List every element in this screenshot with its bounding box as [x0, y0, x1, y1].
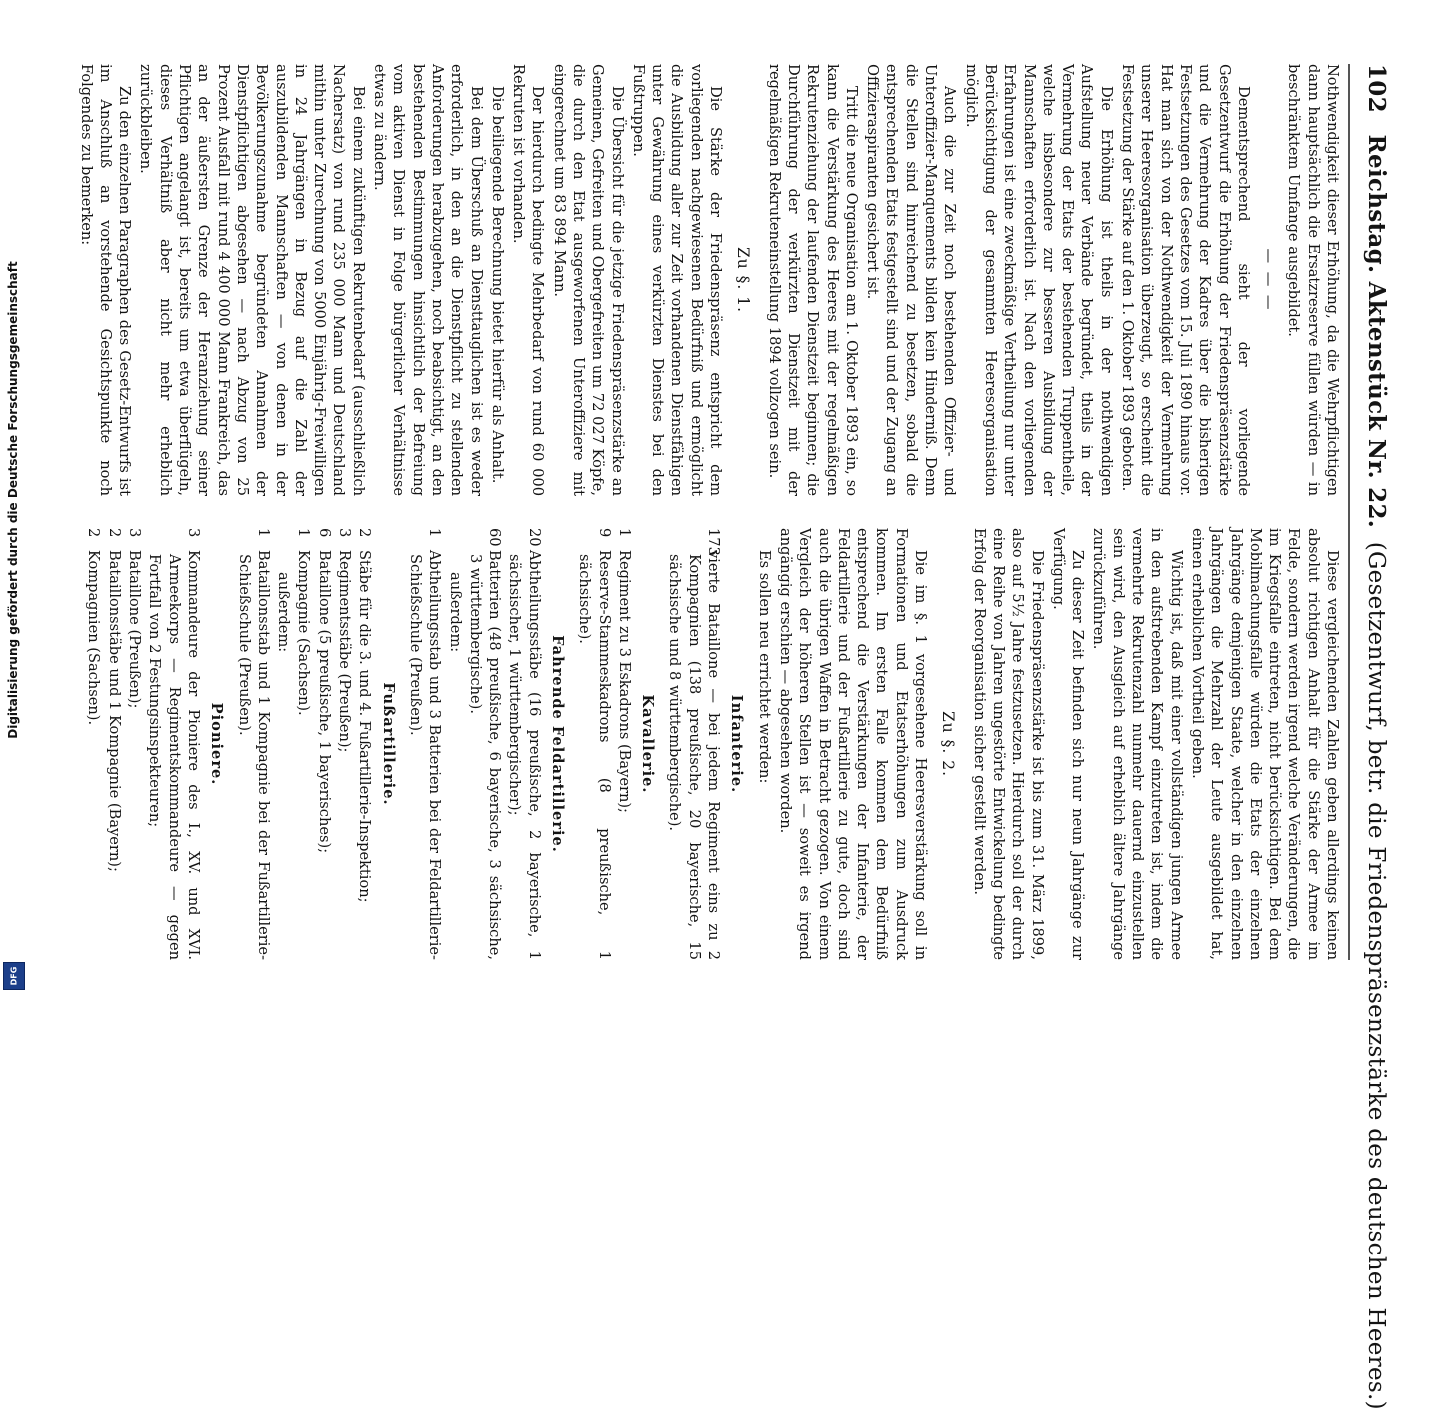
page-number: 102: [1363, 64, 1390, 113]
digitization-notice: Digitalisierung gefördert durch die Deutsche Forschungsgemeinschaft: [6, 261, 20, 739]
list-item: 3Kommandeure der Pioniere des I., XV. und XVI. Armeekorps — Regimentskommandeure — gegen Fortfall von 2 Festungsinspekteuren;: [146, 528, 202, 960]
paragraph: Bei einem zukünftigen Rekrutenbedarf (ausschließlich Nachersatz) von rund 235 000 Mann und Deutschland mithin unter Zurechnung von 5000 Einjährig-Freiwilligen in 24 Jahrgängen in Bezug auf die Zahl der auszubildenden Mannschaften — von denen in der Bevölkerungszunahme begründeten Annahmen der Dienstpflichtigen abgesehen — nach Abzug von 25 Prozent Ausfall mit rund 4 400 000 Mann Frankreich, das an der äußersten Grenze der Heranziehung seiner Pflichtigen angelangt ist, bereits um etwa überflügeln, dieses Verhältniß aber nicht mehr erheblich zurückbleiben.: [137, 64, 367, 496]
list-item: 1Bataillonsstab und 1 Kompagnie bei der Fußartillerie-Schießschule (Preußen).: [235, 528, 272, 960]
list-item: 6Bataillone (5 preußische, 1 bayerisches);: [315, 528, 333, 854]
page-header: [1348, 64, 1402, 1410]
paragraph: Der hierdurch bedingte Mehrbedarf von rund 60 000 Rekruten ist vorhanden.: [510, 64, 547, 496]
paragraph: Die beiliegende Berechnung bietet hierfür als Anhalt.: [488, 86, 506, 484]
list-item: 9Reserve-Stammeskadrons (8 preußische, 1 sächsische).: [576, 528, 613, 960]
list-note: außerdem:: [446, 572, 464, 653]
list-item: 1Abtheilungsstab und 3 Batterien bei der Feldartillerie-Schießschule (Preußen).: [406, 528, 444, 960]
paragraph: Diese vergleichenden Zahlen geben allerdings keinen absolut richtigen Anhalt für die Stärke der Armee im Felde, sondern werden irgend welche Veränderungen, die im Kriegsfalle eintreten, nicht berücksichtigen. Bei dem Mobilmachungsfalle würden die Etats der einzelnen Jahrgänge demjenigen Staate, welcher in den einzelnen Jahrgängen die Mehrzahl der Leute ausgebildet hat, einen erheblichen Vortheil geben.: [1188, 528, 1341, 960]
paragraph: Die Friedenspräsenzstärke ist bis zum 31. März 1899, also auf 5½ Jahre festzusetzen. Hierdurch soll der durch eine Reihe von Jahren ungestörte Entwickelung bedingte Erfolg der Reorganisation sicher gestellt werden.: [970, 528, 1046, 960]
intro-paragraph: Nothwendigkeit dieser Erhöhung, da die Wehrpflichtigen dann hauptsächlich die Ersatzreserve füllen würden — in beschränktem Umfange ausgebildet.: [1285, 64, 1341, 496]
paragraph: Wichtig ist, daß mit einer vollständigen jungen Armee in den aufstrebenden Kampf einzutreten ist, indem die vermehrte Rekrutenzahl nunmehr dauernd einzustellen sein wird, den Ausgleich auf erheblich ältere Jahrgänge zurückzuführen.: [1090, 528, 1185, 960]
paragraph: Zu dieser Zeit befinden sich nur neun Jahrgänge zur Verfügung.: [1049, 528, 1087, 960]
closing-paragraph: Zu den einzelnen Paragraphen des Gesetz-Entwurfs ist im Anschluß an vorstehende Gesichtspunkte noch Folgendes zu bemerken:: [77, 64, 134, 496]
page-title: Reichstag. Aktenstück Nr. 22.: [1363, 134, 1390, 529]
list-item: 60Batterien (48 preußische, 6 bayerische, 3 sächsische, 3 württembergische).: [466, 528, 504, 960]
paragraph: Bei dem Überschuß an Diensttauglichen ist es weder erforderlich, in den an die Dienstpflicht zu stellenden Anforderungen herabzugehen, noch beabsichtigt, an den bestehenden Bestimmungen hinsichtlich der Befreiung vom aktiven Dienst in Folge bürgerlicher Verhältnisse etwas zu ändern.: [371, 64, 485, 496]
list-item: 3Bataillone (Preußen);: [126, 528, 144, 709]
paragraph: Die im §. 1 vorgesehene Heeresverstärkung soll in Formationen und Etatserhöhungen zum Ausdruck kommen. Im ersten Falle kommen dem Bedürfniß entsprechend die Verstärkungen der Infanterie, der Feldartillerie und der Fußartillerie zu gute, doch sind auch die übrigen Waffen in Betracht gezogen. Von einem Vergleich der höheren Stellen ist — soweit es irgend angängig erschien — abgesehen worden.: [776, 528, 930, 960]
list-item: 173vierte Bataillone — bei jedem Regiment eins zu 2 Kompagnien (138 preußische, 20 bayerische, 15 sächsische und 8 württembergische).: [666, 528, 723, 960]
group-heading-foot-artillery: Fußartillerie.: [379, 682, 397, 806]
page-subtitle: (Gesetzentwurf, betr. die Friedenspräsenzstärke des deutschen Heeres.): [1363, 541, 1389, 1410]
group-heading-field-artillery: Fahrende Feldartillerie.: [549, 635, 567, 853]
section-heading: Zu §. 1.: [734, 246, 753, 314]
list-item: 2Kompagnien (Sachsen).: [85, 528, 103, 726]
paragraph: Auch die zur Zeit noch bestehenden Offizier- und Unteroffizier-Manquements bilden kein Hinderniß. Denn die Stellen sind hinreichend zu besetzen, sobald die entsprechenden Etats festgestellt sind und der Zugang an Offizieraspiranten gesichert ist.: [864, 64, 959, 496]
list-item: 20Abtheilungsstäbe (16 preußische, 2 bayerische, 1 sächsischer, 1 württembergischer);: [506, 528, 543, 960]
right-column: [52, 528, 1342, 960]
left-column: [52, 64, 1342, 496]
dfg-logo-icon: DFG: [3, 962, 25, 990]
paragraph: Die Stärke der Friedenspräsenz entspricht dem vorliegenden nachgewiesenen Bedürfniß und ermöglicht die Ausbildung aller zur Zeit vorhandenen Dienstfähigen unter Gewährung eines verkürzten Dienstes bei den Fußtruppen.: [629, 64, 725, 496]
section-heading: Zu §. 2.: [939, 710, 958, 778]
paragraph: Die Übersicht für die jetzige Friedenspräsenzstärke an Gemeinen, Gefreiten und Obergefreiten um 72 027 Köpfe, die durch den Etat ausgeworfenen Unteroffiziere mit eingerechnet um 83 894 Mann.: [550, 64, 626, 496]
paragraph: Es sollen neu errichtet werden:: [755, 550, 773, 784]
paragraph: Tritt die neue Organisation am 1. Oktober 1893 ein, so kann die Verstärkung des Heeres mit der regelmäßigen Rekrutenziehung der laufenden Dienstzeit beginnen; die Durchführung der verkürzten Dienstzeit mit der regelmäßigen Rekruteneinstellung 1894 vollzogen sein.: [765, 64, 860, 496]
list-item: 2Stäbe für die 3. und 4. Fußartillerie-Inspektion;: [356, 528, 374, 903]
paragraph: Dementsprechend sieht der vorliegende Gesetzentwurf die Erhöhung der Friedenspräsenzstärke und die Vermehrung der Kadres über die bisherigen Festsetzungen des Gesetzes vom 15. Juli 1890 hinaus vor. Hat man sich von der Nothwendigkeit der Vermehrung unserer Heeresorganisation überzeugt, so erscheint die Festsetzung der Stärke auf den 1. Oktober 1893 geboten.: [1119, 64, 1252, 496]
paragraph: Die Erhöhung ist theils in der nothwendigen Aufstellung neuer Verbände begründet, theils in der Vermehrung der Etats der bestehenden Truppentheile, welche insbesondere zur besseren Ausbildung der Mannschaften erforderlich ist. Nach den vorliegenden Erfahrungen ist eine zweckmäßige Vertheilung nur unter Berücksichtigung der gesammten Heeresorganisation möglich.: [962, 64, 1115, 496]
group-heading-infantry: Infanterie.: [728, 694, 746, 794]
group-heading-pioneers: Pioniere.: [208, 702, 226, 786]
group-heading-cavalry: Kavallerie.: [639, 694, 657, 794]
list-item: 1Kompagnie (Sachsen).: [295, 528, 313, 716]
list-item: 2Bataillonsstäbe und 1 Kompagnie (Bayern);: [105, 528, 123, 872]
section-separator: — — —: [1260, 248, 1278, 312]
list-note: außerdem:: [275, 572, 293, 653]
list-item: 3Regimentsstäbe (Preußen);: [336, 528, 354, 753]
list-item: 1Regiment zu 3 Eskadrons (Bayern);: [615, 528, 633, 813]
